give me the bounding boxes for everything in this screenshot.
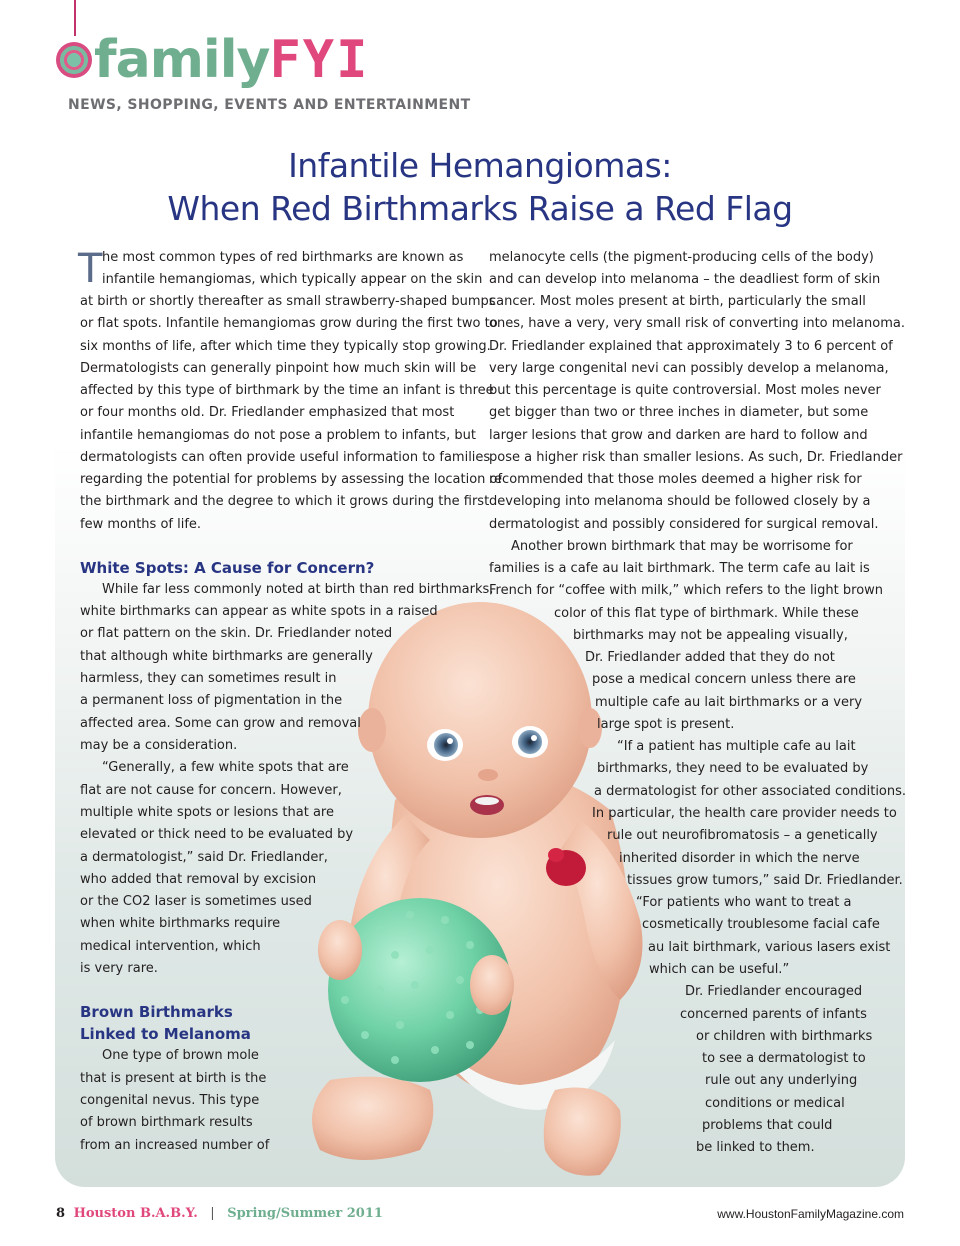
text-line: of brown birthmark results	[80, 1115, 253, 1130]
text-line: While far less commonly noted at birth than red birthmarks,	[102, 582, 494, 597]
text-line: affected by this type of birthmark by the time an infant is three	[80, 383, 494, 398]
text-line: six months of life, after which time they typically stop growing.	[80, 339, 491, 354]
text-line: dermatologists can often provide useful information to families	[80, 450, 491, 465]
issue-season: Spring/Summer 2011	[227, 1206, 383, 1221]
text-line: “For patients who want to treat a	[636, 895, 852, 910]
drop-cap: T	[78, 246, 103, 292]
text-line: or flat spots. Infantile hemangiomas grow during the first two to	[80, 316, 498, 331]
text-line: from an increased number of	[80, 1138, 270, 1153]
text-line: infantile hemangiomas, which typically appear on the skin	[102, 272, 483, 287]
text-line: get bigger than two or three inches in diameter, but some	[489, 405, 869, 420]
text-line: cosmetically troublesome facial cafe	[642, 917, 880, 932]
text-line: pose a higher risk than smaller lesions. As such, Dr. Friedlander	[489, 450, 903, 465]
text-line: concerned parents of infants	[680, 1007, 867, 1022]
text-line: at birth or shortly thereafter as small strawberry-shaped bumps	[80, 294, 496, 309]
text-line: harmless, they can sometimes result in	[80, 671, 337, 686]
subhead-brown-birthmarks: Brown Birthmarks	[80, 1003, 233, 1021]
text-line: Dr. Friedlander explained that approximately 3 to 6 percent of	[489, 339, 893, 354]
text-line: or children with birthmarks	[696, 1029, 873, 1044]
text-line: when white birthmarks require	[80, 916, 281, 931]
footer-left	[56, 1206, 383, 1221]
text-line: a permanent loss of pigmentation in the	[80, 693, 343, 708]
text-line: flat are not cause for concern. However,	[80, 783, 342, 798]
text-line: be linked to them.	[696, 1140, 815, 1155]
text-line: which can be useful.”	[649, 962, 790, 977]
text-line: “Generally, a few white spots that are	[102, 760, 349, 775]
text-line: birthmarks, they need to be evaluated by	[597, 761, 869, 776]
text-line: he most common types of red birthmarks are known as	[102, 250, 464, 265]
headline-line-2: When Red Birthmarks Raise a Red Flag	[167, 189, 793, 228]
text-line: to see a dermatologist to	[702, 1051, 866, 1066]
text-line: In particular, the health care provider needs to	[592, 806, 897, 821]
text-line: Dr. Friedlander added that they do not	[585, 650, 835, 665]
footer-separator: |	[210, 1206, 215, 1221]
text-line: a dermatologist for other associated conditions.	[594, 784, 907, 799]
text-line: large spot is present.	[597, 717, 735, 732]
text-line: few months of life.	[80, 517, 202, 532]
logo-fyi: FYI	[269, 30, 370, 90]
text-line: or four months old. Dr. Friedlander emphasized that most	[80, 405, 455, 420]
text-line: rule out neurofibromatosis – a genetically	[607, 828, 878, 843]
text-line: pose a medical concern unless there are	[592, 672, 856, 687]
text-line: Dr. Friedlander encouraged	[685, 984, 863, 999]
headline-line-1: Infantile Hemangiomas:	[288, 146, 672, 185]
text-line: tissues grow tumors,” said Dr. Friedlander.	[627, 873, 903, 888]
text-line: that although white birthmarks are generally	[80, 649, 373, 664]
text-line: multiple cafe au lait birthmarks or a very	[595, 695, 863, 710]
text-line: and can develop into melanoma – the deadliest form of skin	[489, 272, 881, 287]
text-line: but this percentage is quite controversial. Most moles never	[489, 383, 881, 398]
text-line: developing into melanoma should be followed closely by a	[489, 494, 871, 509]
text-line: One type of brown mole	[102, 1048, 259, 1063]
text-line: rule out any underlying	[705, 1073, 858, 1088]
text-line: multiple white spots or lesions that are	[80, 805, 334, 820]
page-number: 8	[56, 1206, 66, 1221]
text-line: affected area. Some can grow and removal	[80, 716, 361, 731]
text-line: the birthmark and the degree to which it grows during the first	[80, 494, 490, 509]
text-line: congenital nevus. This type	[80, 1093, 260, 1108]
text-line: conditions or medical	[705, 1096, 845, 1111]
text-line: very large congenital nevi can possibly develop a melanoma,	[489, 361, 889, 376]
text-line: may be a consideration.	[80, 738, 238, 753]
text-line: French for “coffee with milk,” which refers to the light brown	[489, 583, 884, 598]
text-line: dermatologist and possibly considered for surgical removal.	[489, 517, 879, 532]
text-line: who added that removal by excision	[80, 872, 317, 887]
subhead-melanoma: Linked to Melanoma	[80, 1025, 251, 1043]
text-line: a dermatologist,” said Dr. Friedlander,	[80, 850, 328, 865]
logo-family: family	[94, 30, 270, 90]
text-line: Another brown birthmark that may be worrisome for	[511, 539, 853, 554]
text-line: white birthmarks can appear as white spots in a raised	[80, 604, 438, 619]
section-tagline: NEWS, SHOPPING, EVENTS AND ENTERTAINMENT	[68, 97, 471, 113]
text-line: medical intervention, which	[80, 939, 261, 954]
text-line: cancer. Most moles present at birth, particularly the small	[489, 294, 866, 309]
text-line: ones, have a very, very small risk of converting into melanoma.	[489, 316, 905, 331]
text-line: “If a patient has multiple cafe au lait	[617, 739, 856, 754]
text-line: birthmarks may not be appealing visually,	[573, 628, 848, 643]
text-line: elevated or thick need to be evaluated by	[80, 827, 354, 842]
magazine-name: Houston B.A.B.Y.	[73, 1206, 198, 1221]
text-line: Dermatologists can generally pinpoint how much skin will be	[80, 361, 477, 376]
text-line: or flat pattern on the skin. Dr. Friedlander noted	[80, 626, 393, 641]
subhead-white-spots: White Spots: A Cause for Concern?	[80, 559, 375, 577]
text-line: is very rare.	[80, 961, 158, 976]
text-line: au lait birthmark, various lasers exist	[648, 940, 891, 955]
text-line: melanocyte cells (the pigment-producing cells of the body)	[489, 250, 874, 265]
text-line: regarding the potential for problems by assessing the location of	[80, 472, 503, 487]
text-line: larger lesions that grow and darken are hard to follow and	[489, 428, 868, 443]
text-line: that is present at birth is the	[80, 1071, 267, 1086]
text-line: infantile hemangiomas do not pose a problem to infants, but	[80, 428, 476, 443]
website-link[interactable]: www.HoustonFamilyMagazine.com	[717, 1207, 904, 1221]
text-line: families is a cafe au lait birthmark. The term cafe au lait is	[489, 561, 870, 576]
text-line: recommended that those moles deemed a higher risk for	[489, 472, 862, 487]
text-line: inherited disorder in which the nerve	[619, 851, 860, 866]
text-line: color of this flat type of birthmark. While these	[554, 606, 859, 621]
text-line: or the CO2 laser is sometimes used	[80, 894, 312, 909]
text-line: problems that could	[702, 1118, 833, 1133]
